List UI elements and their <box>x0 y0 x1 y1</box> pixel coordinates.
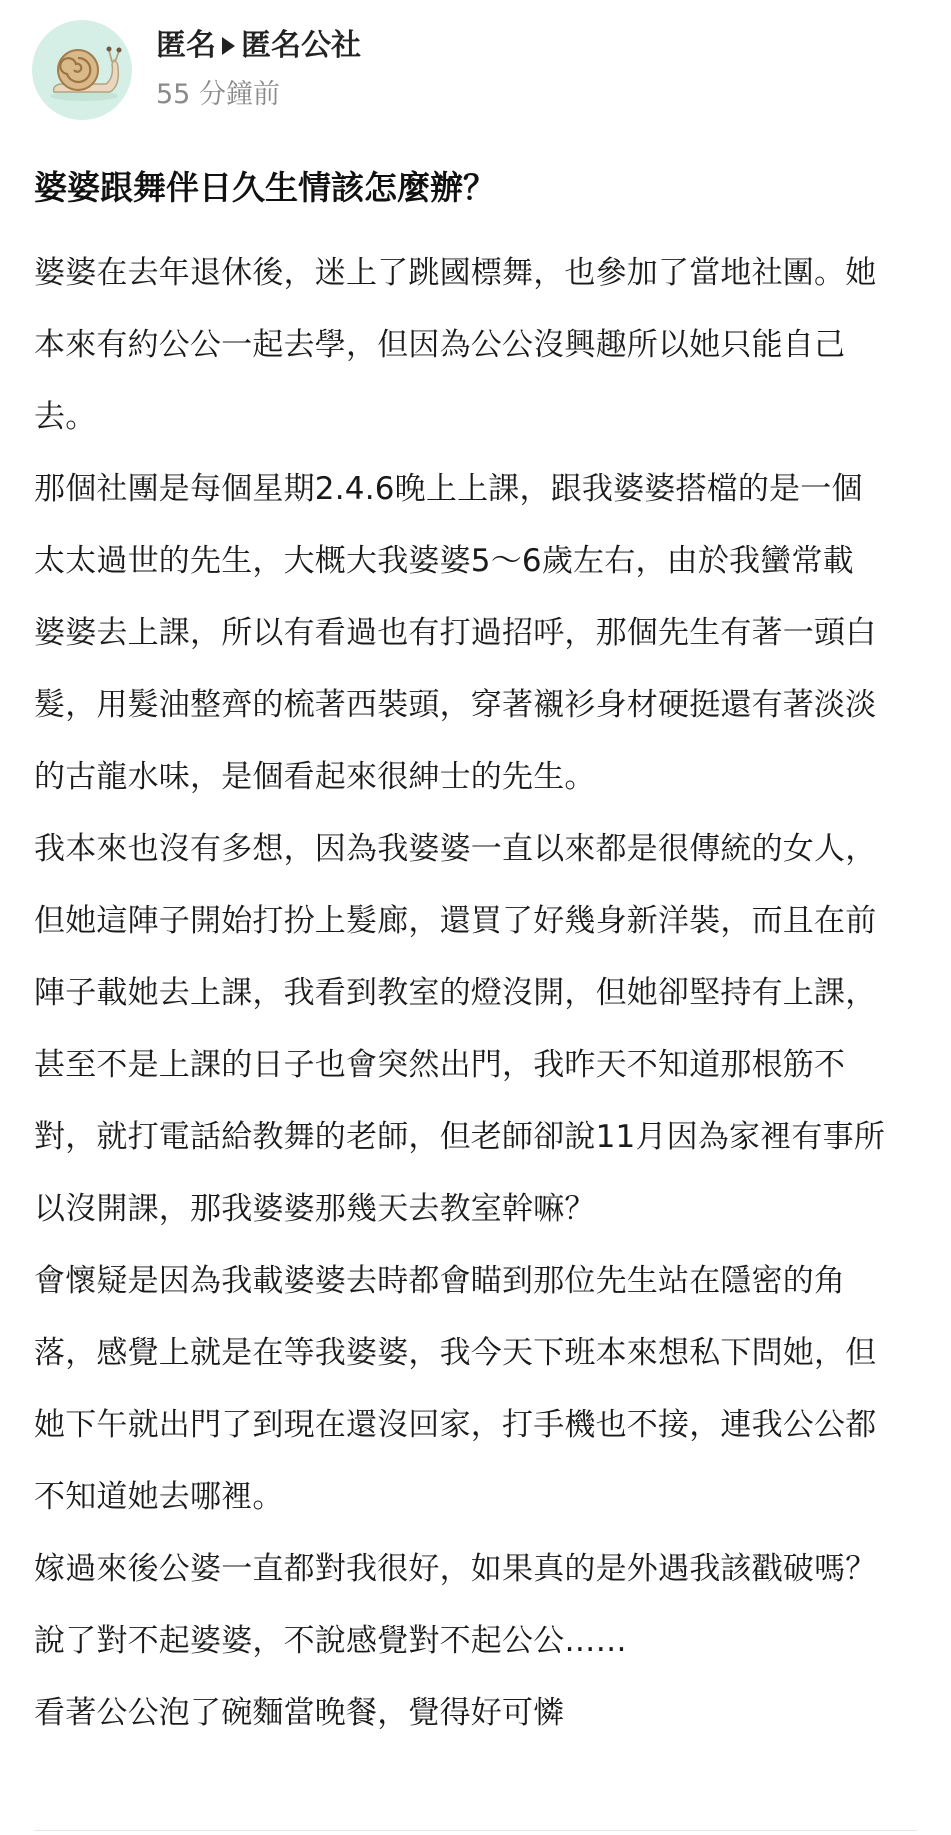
body-line: 陣子載她去上課，我看到教室的燈沒開，但她卻堅持有上課， <box>34 975 877 1011</box>
snail-icon <box>32 20 132 120</box>
body-line: 髮，用髮油整齊的梳著西裝頭，穿著襯衫身材硬挺還有著淡淡 <box>34 687 877 723</box>
body-line: 太太過世的先生，大概大我婆婆5～6歲左右，由於我蠻常載 <box>34 543 854 579</box>
body-line: 對，就打電話給教舞的老師，但老師卻說11月因為家裡有事所 <box>34 1119 886 1155</box>
author-board-line <box>156 26 361 66</box>
body-line: 婆婆在去年退休後，迷上了跳國標舞，也參加了當地社團。她 <box>34 255 877 291</box>
body-line: 落，感覺上就是在等我婆婆，我今天下班本來想私下問她，但 <box>34 1335 877 1371</box>
post-time: 55 分鐘前 <box>156 79 280 110</box>
post-title: 婆婆跟舞伴日久生情該怎麼辦？ <box>34 168 496 207</box>
body-line: 嫁過來後公婆一直都對我很好，如果真的是外遇我該戳破嗎？ <box>34 1551 877 1587</box>
body-line: 本來有約公公一起去學，但因為公公沒興趣所以她只能自己 <box>34 327 846 363</box>
body-line: 說了對不起婆婆，不說感覺對不起公公…… <box>34 1623 627 1659</box>
divider <box>34 1830 917 1831</box>
body-line: 那個社團是每個星期2.4.6晚上上課，跟我婆婆搭檔的是一個 <box>34 471 863 507</box>
body-line: 我本來也沒有多想，因為我婆婆一直以來都是很傳統的女人， <box>34 831 877 867</box>
body-paragraph <box>34 237 940 453</box>
body-line: 她下午就出門了到現在還沒回家，打手機也不接，連我公公都 <box>34 1407 877 1443</box>
body-line: 的古龍水味，是個看起來很紳士的先生。 <box>34 759 596 795</box>
board-name[interactable]: 匿名公社 <box>241 28 361 63</box>
author-name[interactable]: 匿名 <box>156 28 216 63</box>
body-paragraph <box>34 1533 940 1605</box>
snail-avatar-icon[interactable] <box>32 20 132 120</box>
body-line: 甚至不是上課的日子也會突然出門，我昨天不知道那根筋不 <box>34 1047 846 1083</box>
body-line: 看著公公泡了碗麵當晚餐，覺得好可憐 <box>34 1695 565 1731</box>
body-paragraph <box>34 1605 940 1677</box>
post-meta <box>156 26 361 112</box>
body-paragraph <box>34 453 940 813</box>
body-line: 婆婆去上課，所以有看過也有打過招呼，那個先生有著一頭白 <box>34 615 877 651</box>
body-paragraph <box>34 813 940 1245</box>
body-line: 會懷疑是因為我載婆婆去時都會瞄到那位先生站在隱密的角 <box>34 1263 846 1299</box>
body-paragraph <box>34 1245 940 1533</box>
body-line: 以沒開課，那我婆婆那幾天去教室幹嘛？ <box>34 1191 596 1227</box>
body-line: 不知道她去哪裡。 <box>34 1479 284 1515</box>
body-line: 去。 <box>34 399 97 435</box>
body-paragraph <box>34 1677 940 1749</box>
body-line: 但她這陣子開始打扮上髮廊，還買了好幾身新洋裝，而且在前 <box>34 903 877 939</box>
post-header <box>32 20 912 120</box>
caret-right-icon <box>222 37 235 55</box>
post-body <box>34 237 940 1749</box>
